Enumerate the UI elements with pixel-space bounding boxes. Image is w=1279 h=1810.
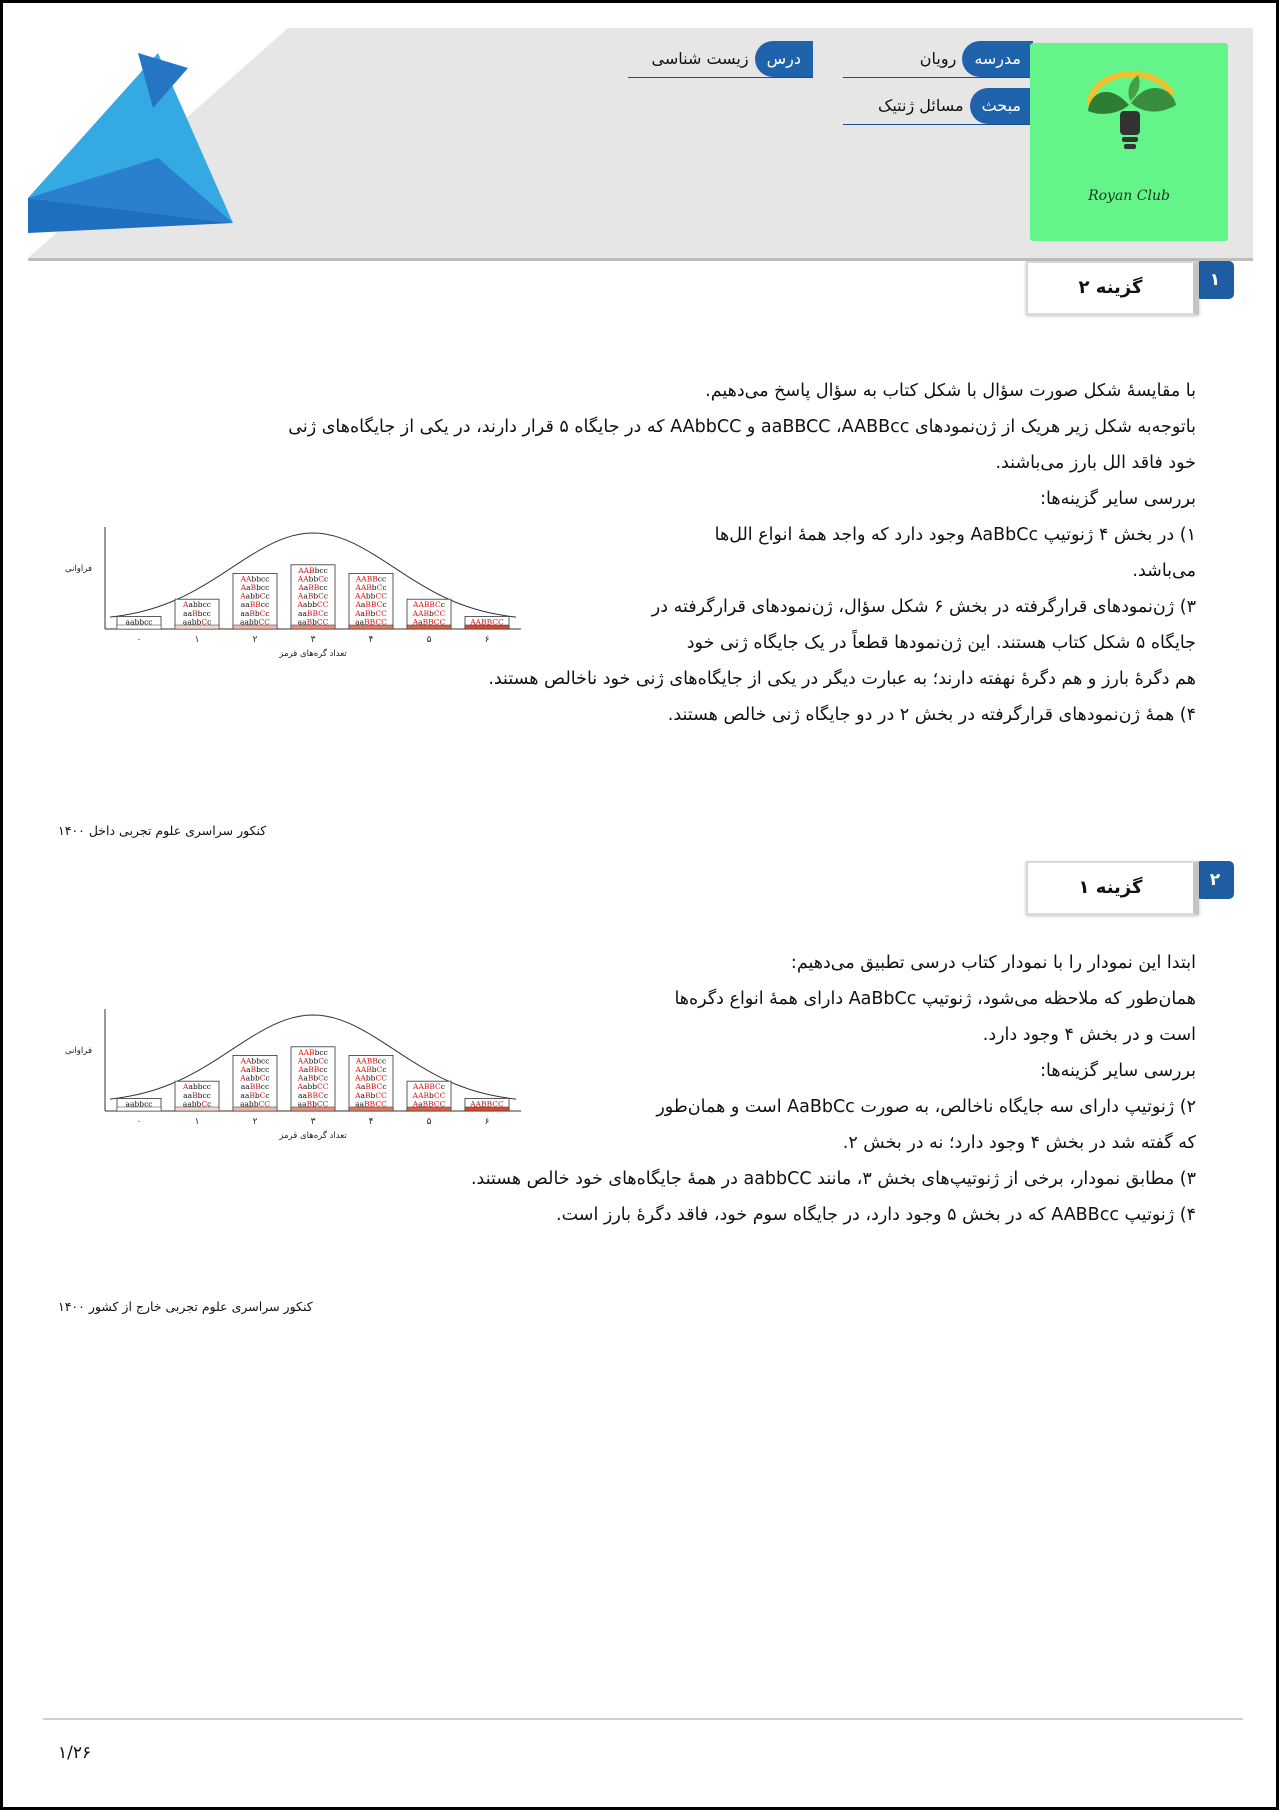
lesson-label: درس xyxy=(755,41,813,77)
genotype-label: AABbCc xyxy=(355,1065,387,1074)
genotype-label: AABBCC xyxy=(470,1099,504,1109)
genotype-label: AAbbCc xyxy=(297,574,329,584)
genotype-label: AaBbCc xyxy=(297,1073,329,1083)
question-number: ۲ xyxy=(1196,861,1234,899)
logo xyxy=(1030,43,1228,241)
genotype-label: AABbCC xyxy=(412,608,446,618)
x-tick-label: ۶ xyxy=(484,635,490,645)
logo-text: Royan Club xyxy=(1088,188,1170,204)
x-tick-label: ۳ xyxy=(310,1117,316,1127)
x-tick-label: ۱ xyxy=(194,635,200,645)
q1-line: باتوجه‌به شکل زیر هریک از ژن‌نمودهای aaBBCC ،AABBcc و AAbbCC که در جایگاه ۵ قرار دارند، در یکی از جایگاه‌های ژنی xyxy=(288,417,1196,437)
genotype-label: AAbbCC xyxy=(355,1073,387,1083)
x-axis-label: تعداد گره‌های قرمز xyxy=(279,1131,347,1141)
genotype-label: aaBbCC xyxy=(297,1099,329,1109)
genotype-label: AaBbcc xyxy=(240,583,270,592)
genotype-label: AabbCc xyxy=(240,591,270,601)
genotype-label: aaBBCC xyxy=(355,1099,387,1109)
q1-line: جایگاه ۵ شکل کتاب هستند. این ژن‌نمودها قطعاً در یک جایگاه ژنی خود xyxy=(686,633,1196,653)
genotype-label: aaBbCc xyxy=(240,1090,270,1100)
bulb-leaf-icon xyxy=(1030,43,1228,183)
genotype-label: aaBBcc xyxy=(240,600,270,610)
genotype-label: aaBBcc xyxy=(240,1082,270,1092)
genotype-label: aaBBCc xyxy=(297,1090,329,1100)
genotype-label: AABBcc xyxy=(355,1056,387,1066)
x-tick-label: ۱ xyxy=(194,1117,200,1127)
genotype-label: AaBBCc xyxy=(355,1082,387,1092)
q1-line: با مقایسهٔ شکل صورت سؤال با شکل کتاب به سؤال پاسخ می‌دهیم. xyxy=(705,381,1196,401)
q1-line: بررسی سایر گزینه‌ها: xyxy=(1040,489,1196,509)
genotype-distribution-figure xyxy=(63,523,523,663)
answer-option: گزینه ۱ xyxy=(1026,861,1199,915)
genotype-label: AabbCc xyxy=(240,1073,270,1083)
q2-line: که گفته شد در بخش ۴ وجود دارد؛ نه در بخش ۲. xyxy=(842,1133,1196,1153)
q2-line: است و در بخش ۴ وجود دارد. xyxy=(982,1025,1196,1045)
lesson-value: زیست شناسی xyxy=(651,49,749,68)
page-header xyxy=(28,28,1253,261)
school-value: رویان xyxy=(919,49,957,68)
genotype-distribution-figure xyxy=(63,1005,523,1145)
x-tick-label: ۰ xyxy=(136,635,142,645)
genotype-label: aabbcc xyxy=(125,1099,153,1109)
x-tick-label: ۳ xyxy=(310,635,316,645)
genotype-label: AaBBcc xyxy=(298,583,328,592)
genotype-label: aabbCC xyxy=(239,617,271,627)
question-source: کنکور سراسری علوم تجربی خارج از کشور ۱۴۰۰ xyxy=(58,1299,313,1314)
genotype-label: aaBbCC xyxy=(297,617,329,627)
genotype-label: AAbbcc xyxy=(240,1056,270,1066)
x-tick-label: ۴ xyxy=(368,1117,374,1127)
q2-line: ۲) ژنوتیپ دارای سه جایگاه ناخالص، به صورت AaBbCc است و همان‌طور xyxy=(656,1097,1196,1117)
genotype-label: aaBbCc xyxy=(240,608,270,618)
genotype-label: AaBbCc xyxy=(297,591,329,601)
genotype-label: AAbbCC xyxy=(355,591,387,601)
school-label: مدرسه xyxy=(962,41,1033,77)
genotype-label: AaBBCC xyxy=(412,1099,446,1109)
genotype-label: Aabbcc xyxy=(183,600,211,610)
q1-line: هم دگرهٔ بارز و هم دگرهٔ نهفته دارند؛ به عبارت دیگر در یکی از جایگاه‌های ژنی خود ناخالص هستند. xyxy=(488,669,1196,689)
question-source: کنکور سراسری علوم تجربی داخل ۱۴۰۰ xyxy=(58,823,267,838)
genotype-label: Aabbcc xyxy=(183,1082,211,1092)
school-field xyxy=(843,41,1033,78)
genotype-label: AABBCC xyxy=(470,617,504,627)
q2-line: بررسی سایر گزینه‌ها: xyxy=(1040,1061,1196,1081)
genotype-label: AaBbCC xyxy=(355,608,387,618)
q1-line: ۴) همهٔ ژن‌نمودهای قرارگرفته در بخش ۲ در دو جایگاه ژنی خالص هستند. xyxy=(667,705,1196,725)
genotype-label: AABBCc xyxy=(413,1082,445,1092)
x-axis-label: تعداد گره‌های قرمز xyxy=(279,649,347,659)
q2-line: ۳) مطابق نمودار، برخی از ژنوتیپ‌های بخش ۳، مانند aabbCC در همهٔ جایگاه‌های خود خالص هستند. xyxy=(470,1169,1196,1189)
genotype-label: AABbCC xyxy=(412,1090,446,1100)
q2-line: ۴) ژنوتیپ AABBcc که در بخش ۵ وجود دارد، در جایگاه سوم خود، فاقد دگرهٔ بارز است. xyxy=(556,1205,1196,1225)
answer-option: گزینه ۲ xyxy=(1026,261,1199,315)
genotype-label: AaBBCc xyxy=(355,600,387,610)
genotype-label: aabbCc xyxy=(182,617,212,627)
genotype-label: AaBBcc xyxy=(298,1065,328,1074)
genotype-label: AaBbCC xyxy=(355,1090,387,1100)
topic-label: مبحث xyxy=(970,88,1033,124)
topic-value: مسائل ژنتیک xyxy=(878,96,964,115)
genotype-label: AAbbCc xyxy=(297,1056,329,1066)
genotype-label: aabbCc xyxy=(182,1099,212,1109)
question-number: ۱ xyxy=(1196,261,1234,299)
genotype-label: aaBbcc xyxy=(183,608,211,618)
q1-line: می‌باشد. xyxy=(1132,561,1196,581)
x-tick-label: ۲ xyxy=(252,1117,258,1127)
genotype-label: aaBbcc xyxy=(183,1090,211,1100)
x-tick-label: ۴ xyxy=(368,635,374,645)
lesson-field xyxy=(628,41,813,78)
genotype-label: AabbCC xyxy=(297,600,329,610)
genotype-label: AABBcc xyxy=(355,574,387,584)
header-triangle-decoration xyxy=(28,28,268,258)
footer-divider xyxy=(43,1718,1243,1720)
x-tick-label: ۰ xyxy=(136,1117,142,1127)
page-number: ۱/۲۶ xyxy=(58,1743,92,1763)
genotype-label: AaBbcc xyxy=(240,1065,270,1074)
x-tick-label: ۵ xyxy=(426,1117,432,1127)
q1-line: ۳) ژن‌نمودهای قرارگرفته در بخش ۶ شکل سؤال، ژن‌نمودهای قرارگرفته در xyxy=(651,597,1196,617)
y-axis-label: فراوانی xyxy=(65,1046,93,1056)
genotype-label: AABBCc xyxy=(413,600,445,610)
genotype-label: AAbbcc xyxy=(240,574,270,584)
genotype-label: aaBBCc xyxy=(297,608,329,618)
genotype-label: AABbCc xyxy=(355,583,387,592)
x-tick-label: ۵ xyxy=(426,635,432,645)
q1-line: ۱) در بخش ۴ ژنوتیپ AaBbCc وجود دارد که واجد همهٔ انواع الل‌ها xyxy=(714,525,1196,545)
q2-line: همان‌طور که ملاحظه می‌شود، ژنوتیپ AaBbCc دارای همهٔ انواع دگره‌ها xyxy=(674,989,1196,1009)
genotype-label: AaBBCC xyxy=(412,617,446,627)
genotype-label: aabbcc xyxy=(125,617,153,627)
q2-line: ابتدا این نمودار را با نمودار کتاب درسی تطبیق می‌دهیم: xyxy=(790,953,1196,973)
y-axis-label: فراوانی xyxy=(65,564,93,574)
x-tick-label: ۲ xyxy=(252,635,258,645)
x-tick-label: ۶ xyxy=(484,1117,490,1127)
topic-field xyxy=(843,88,1033,125)
genotype-label: AabbCC xyxy=(297,1082,329,1092)
genotype-label: aabbCC xyxy=(239,1099,271,1109)
q1-line: خود فاقد الل بارز می‌باشند. xyxy=(995,453,1196,473)
genotype-label: AABbcc xyxy=(298,565,328,575)
genotype-label: aaBBCC xyxy=(355,617,387,627)
genotype-label: AABbcc xyxy=(298,1047,328,1057)
